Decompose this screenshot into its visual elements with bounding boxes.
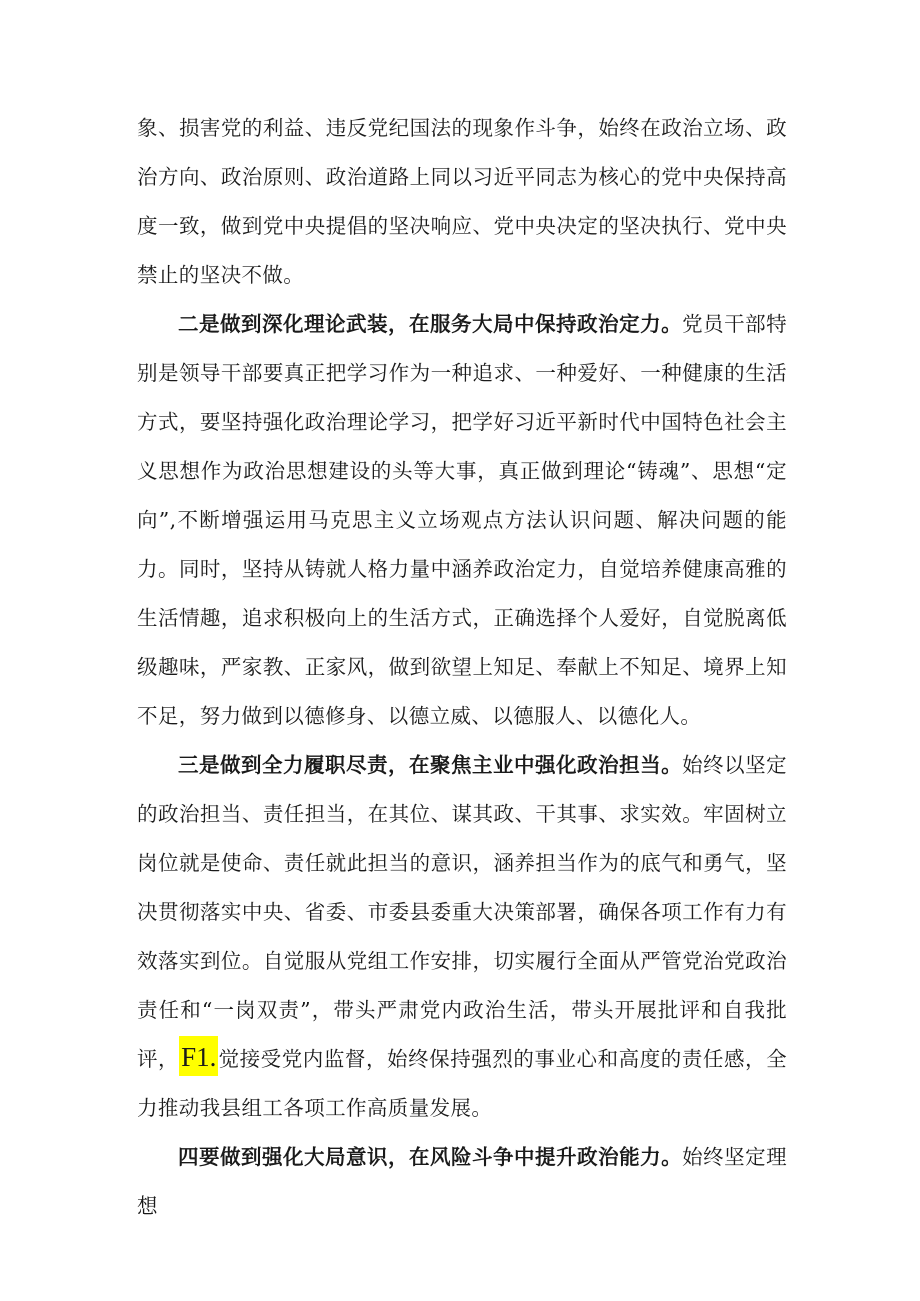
paragraph-continuation — [137, 104, 787, 300]
paragraph-heading: 三是做到全力履职尽责，在聚焦主业中强化政治担当。 — [178, 753, 683, 777]
paragraph-heading: 二是做到深化理论武装，在服务大局中保持政治定力。 — [178, 312, 683, 336]
paragraph-theory-arming — [137, 300, 787, 741]
paragraph-duty-fulfillment — [137, 741, 787, 1133]
paragraph-text: 象、损害党的利益、违反党纪国法的现象作斗争，始终在政治立场、政治方向、政治原则、政治道路上同以习近平同志为核心的党中央保持高度一致，做到党中央提倡的坚决响应、党中央决定的坚决执行、党中央禁止的坚决不做。 — [137, 116, 787, 287]
paragraph-text: 始终以坚定的政治担当、责任担当，在其位、谋其政、干其事、求实效。牢固树立岗位就是使命、责任就此担当的意识，涵养担当作为的底气和勇气，坚决贯彻落实中央、省委、市委县委重大决策部署，确保各项工作有力有效落实到位。自觉服从党组工作安排，切实履行全面从严管党治党政治责任和“一岗双责”，带头严肃党内政治生活，带头开展批评和自我批评， — [137, 753, 787, 1071]
paragraph-overall-awareness — [137, 1133, 787, 1231]
paragraph-heading: 四要做到强化大局意识，在风险斗争中提升政治能力。 — [178, 1145, 683, 1169]
paragraph-text: 党员干部特别是领导干部要真正把学习作为一种追求、一种爱好、一种健康的生活方式，要坚持强化政治理论学习，把学好习近平新时代中国特色社会主义思想作为政治思想建设的头等大事，真正做到理论“铸魂”、思想“定向”,不断增强运用马克思主义立场观点方法认识问题、解决问题的能力。同时，坚持从铸就人格力量中涵养政治定力，自觉培养健康高雅的生活情趣，追求积极向上的生活方式，正确选择个人爱好，自觉脱离低级趣味，严家教、正家风，做到欲望上知足、奉献上不知足、境界上知不足，努力做到以德修身、以德立威、以德服人、以德化人。 — [137, 312, 787, 728]
paragraph-text: 始终坚定理想 — [137, 1145, 787, 1218]
paragraph-text: 觉接受党内监督，始终保持强烈的事业心和高度的责任感，全力推动我县组工各项工作高质量发展。 — [137, 1047, 787, 1120]
highlighted-annotation: F1. — [179, 1036, 218, 1076]
document-body — [137, 104, 787, 1231]
